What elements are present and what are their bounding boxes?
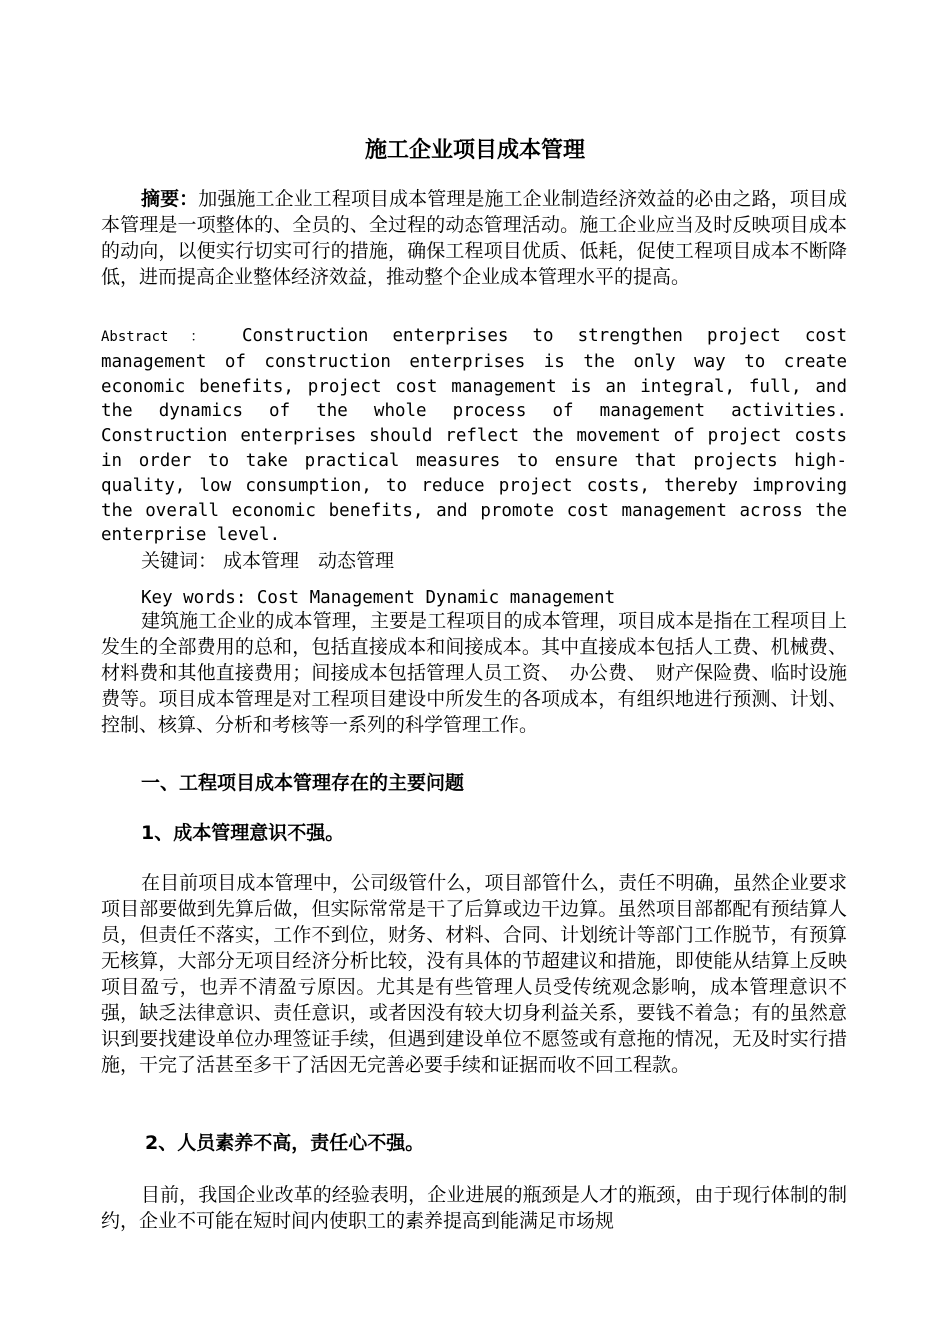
keywords-en: Key words: Cost Management Dynamic management xyxy=(141,588,616,608)
abstract-cn-text: 加强施工企业工程项目成本管理是施工企业制造经济效益的必由之路，项目成本管理是一项整体的、全员的、全过程的动态管理活动。施工企业应当及时反映项目成本的动向，以便实行切实可行的措施，确保工程项目优质、低耗，促使工程项目成本不断降低，进而提高企业整体经济效益，推动整个企业成本管理水平的提高。 xyxy=(101,188,847,288)
abstract-en-label: Abstract ： xyxy=(101,329,218,345)
keywords-cn: 关键词： 成本管理 动态管理 xyxy=(141,550,395,572)
intro-paragraph: 建筑施工企业的成本管理，主要是工程项目的成本管理，项目成本是指在工程项目上发生的全部费用的总和，包括直接成本和间接成本。其中直接成本包括人工费、机械费、材料费和其他直接费用；间接成本包括管理人员工资、 办公费、 财产保险费、临时设施费等。项目成本管理是对工程项目建设中所发生的各项成本，有组织地进行预测、计划、控制、核算、分析和考核等一系列的科学管理工作。 xyxy=(101,610,847,736)
abstract-en xyxy=(101,324,847,548)
document-title: 施工企业项目成本管理 xyxy=(364,138,585,163)
subsection-2-paragraph: 目前，我国企业改革的经验表明，企业进展的瓶颈是人才的瓶颈，由于现行体制的制约，企业不可能在短时间内使职工的素养提高到能满足市场规 xyxy=(101,1184,847,1232)
subsection-1-paragraph: 在目前项目成本管理中，公司级管什么，项目部管什么，责任不明确，虽然企业要求项目部要做到先算后做，但实际常常是干了后算或边干边算。虽然项目部都配有预结算人员，但责任不落实，工作不到位，财务、材料、合同、计划统计等部门工作脱节，有预算无核算，大部分无项目经济分析比较，没有具体的节超建议和措施，即使能从结算上反映项目盈亏，也弄不清盈亏原因。尤其是有些管理人员受传统观念影响，成本管理意识不强，缺乏法律意识、责任意识，或者因没有较大切身利益关系，要钱不着急；有的虽然意识到要找建设单位办理签证手续，但遇到建设单位不愿签或有意拖的情况，无及时实行措施，干完了活甚至多干了活因无完善必要手续和证据而收不回工程款。 xyxy=(101,872,847,1076)
section-heading-1: 一、工程项目成本管理存在的主要问题 xyxy=(141,772,465,794)
subsection-heading-1: 1、成本管理意识不强。 xyxy=(141,822,345,844)
abstract-cn xyxy=(101,186,847,290)
abstract-cn-label: 摘要： xyxy=(141,188,199,210)
subsection-heading-2: 2、人员素养不高，责任心不强。 xyxy=(145,1132,425,1154)
abstract-en-text: Construction enterprises to strengthen project cost management of construction enterprises is the only way to create economic benefits, project cost management is an integral, full, and the dynamics of the whole process of management activities. Construction enterprises should reflect the movement of project costs in order to take practical measures to ensure that projects high-quality, low consumption, to reduce project costs, thereby improving the overall economic benefits, and promote cost management across the enterprise level. xyxy=(101,326,847,546)
